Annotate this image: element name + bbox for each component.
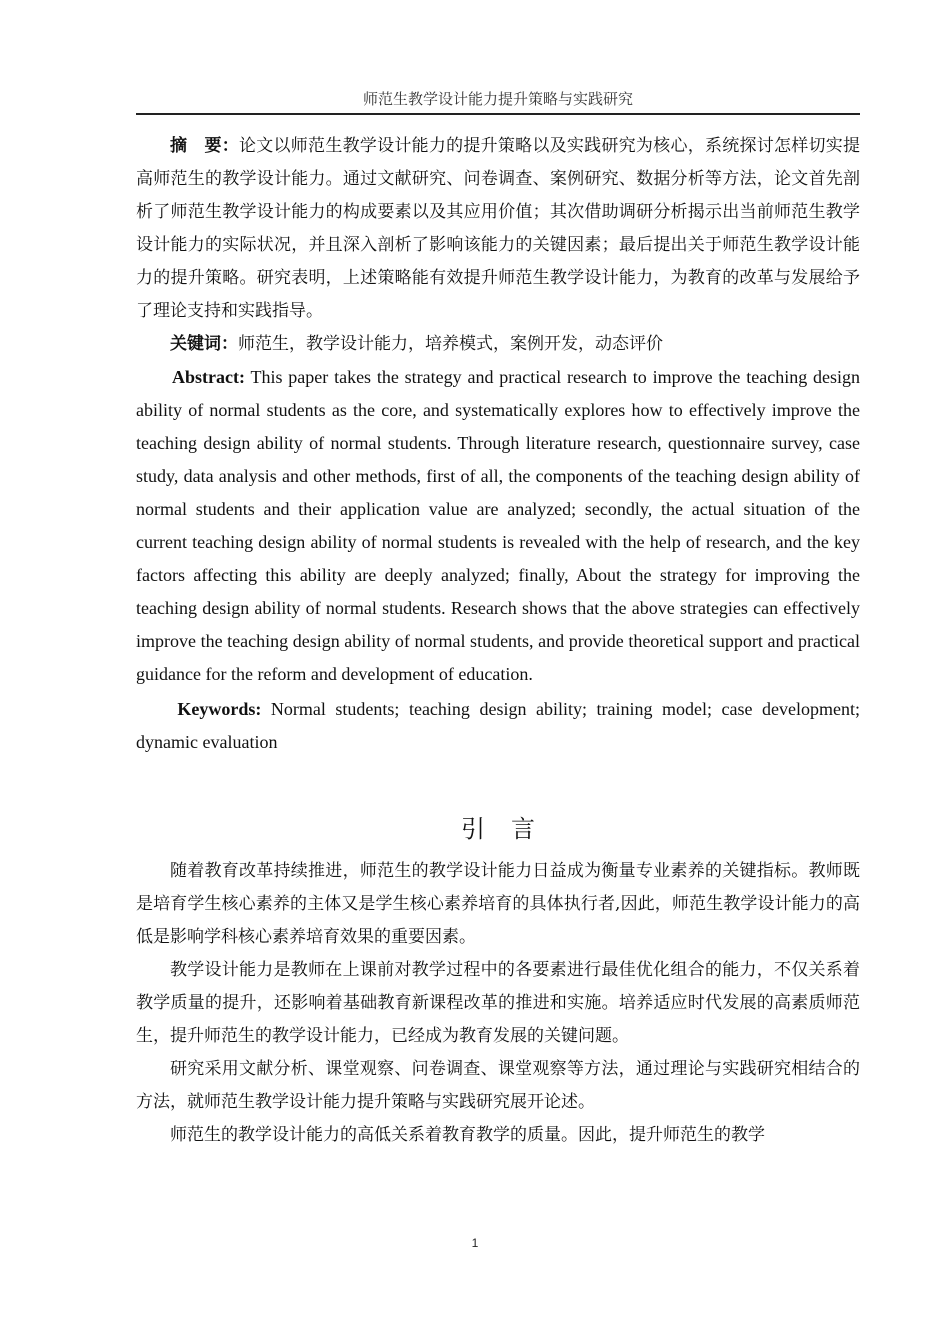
abstract-en-text: This paper takes the strategy and practical research to improve the teaching design ability of normal students as the core, and systematically explores how to effectively improve the teaching design ability of normal students. Through literature research, questionnaire survey, case study, data analysis and other methods, first of all, the components of the teaching design ability of normal students and their application value are analyzed; secondly, the actual situation of the current teaching design ability of normal students is revealed with the help of research, and the key factors affecting this ability are deeply analyzed; finally, About the strategy for improving the teaching design ability of normal students. Research shows that the above strategies can effectively improve the teaching design ability of normal students, and provide theoretical support and practical guidance for the reform and development of education.: [136, 367, 860, 684]
abstract-cn-text: 论文以师范生教学设计能力的提升策略以及实践研究为核心，系统探讨怎样切实提高师范生的教学设计能力。通过文献研究、问卷调查、案例研究、数据分析等方法，论文首先剖析了师范生教学设计能力的构成要素以及其应用价值；其次借助调研分析揭示出当前师范生教学设计能力的实际状况，并且深入剖析了影响该能力的关键因素；最后提出关于师范生教学设计能力的提升策略。研究表明，上述策略能有效提升师范生教学设计能力，为教育的改革与发展给予了理论支持和实践指导。: [136, 136, 861, 321]
keywords-cn-text: 师范生，教学设计能力，培养模式，案例开发，动态评价: [238, 334, 663, 354]
keywords-en-label: Keywords:: [177, 699, 262, 719]
page-body: [136, 130, 860, 1152]
intro-paragraph: 师范生的教学设计能力的高低关系着教育教学的质量。因此，提升师范生的教学: [170, 1125, 765, 1145]
section-title: 引言: [461, 815, 561, 843]
keywords-cn-label: 关键词：: [170, 334, 238, 354]
keywords-en-text: Normal students; teaching design ability; training model; case development; dynamic evaluation: [136, 699, 860, 752]
keywords-cn: [136, 328, 860, 361]
abstract-en-label: Abstract:: [172, 367, 245, 387]
running-header: 师范生教学设计能力提升策略与实践研究: [136, 88, 860, 115]
intro-paragraph: 教学设计能力是教师在上课前对教学过程中的各要素进行最佳优化组合的能力，不仅关系着教学质量的提升，还影响着基础教育新课程改革的推进和实施。培养适应时代发展的高素质师范生，提升师范生的教学设计能力，已经成为教育发展的关键问题。: [136, 960, 860, 1046]
abstract-cn: [136, 130, 860, 328]
abstract-cn-label: 摘 要：: [170, 136, 240, 156]
page-number: 1: [471, 1236, 479, 1250]
keywords-en: [136, 693, 860, 759]
abstract-en: [136, 361, 860, 691]
intro-paragraph: 随着教育改革持续推进，师范生的教学设计能力日益成为衡量专业素养的关键指标。教师既是培育学生核心素养的主体又是学生核心素养培育的具体执行者,因此，师范生教学设计能力的高低是影响学科核心素养培育效果的重要因素。: [136, 861, 860, 947]
intro-paragraph: 研究采用文献分析、课堂观察、问卷调查、课堂观察等方法，通过理论与实践研究相结合的方法，就师范生教学设计能力提升策略与实践研究展开论述。: [136, 1059, 860, 1112]
